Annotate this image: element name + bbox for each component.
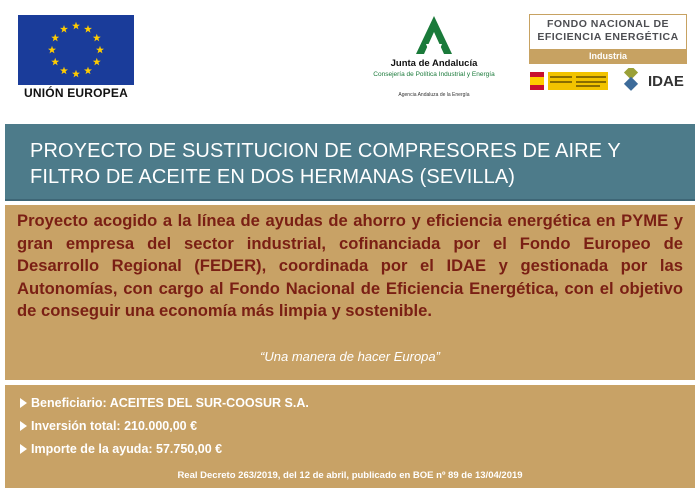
fondo-nacional-logo: [529, 14, 687, 64]
gobierno-espana-logo: [530, 70, 610, 92]
detail-grant: Importe de la ayuda: 57.750,00 €: [20, 442, 222, 456]
fondo-title: FONDO NACIONAL DE EFICIENCIA ENERGÉTICA: [537, 18, 679, 43]
detail-investment: Inversión total: 210.000,00 €: [20, 419, 197, 433]
detail-beneficiary: Beneficiario: ACEITES DEL SUR-COOSUR S.A.: [20, 396, 309, 410]
fondo-sector: Industria: [530, 49, 686, 63]
junta-name: Junta de Andalucía: [390, 58, 478, 69]
idae-mark-icon: [618, 68, 644, 94]
eu-label: UNIÓN EUROPEA: [24, 86, 128, 100]
triangle-right-icon: [20, 421, 27, 431]
eu-flag-icon: [18, 15, 134, 85]
legal-note: Real Decreto 263/2019, del 12 de abril, publicado en BOE nº 89 de 13/04/2019: [177, 470, 523, 481]
motto: “Una manera de hacer Europa”: [260, 349, 440, 364]
triangle-right-icon: [20, 398, 27, 408]
junta-agency: Agencia Andaluza de la Energía: [398, 92, 470, 98]
junta-department: Consejería de Política Industrial y Energía: [373, 71, 495, 78]
junta-andalucia-logo: [412, 14, 456, 58]
idae-label: IDAE: [648, 73, 684, 90]
idae-logo: [618, 68, 684, 94]
triangle-right-icon: [20, 444, 27, 454]
project-title: PROYECTO DE SUSTITUCION DE COMPRESORES DE AIRE Y FILTRO DE ACEITE EN DOS HERMANAS (SEVILLA): [30, 140, 621, 188]
project-description: Proyecto acogido a la línea de ayudas de ahorro y eficiencia energética en PYME y gran empresa del sector industrial, cofinanciada por el Fondo Europeo de Desarrollo Regional (FEDER), coordinada por el IDAE y gestionada por las Autonomías, con cargo al Fondo Nacional de Eficiencia Energética, con el objetivo de conseguir una economía más limpia y sostenible.: [17, 211, 683, 320]
